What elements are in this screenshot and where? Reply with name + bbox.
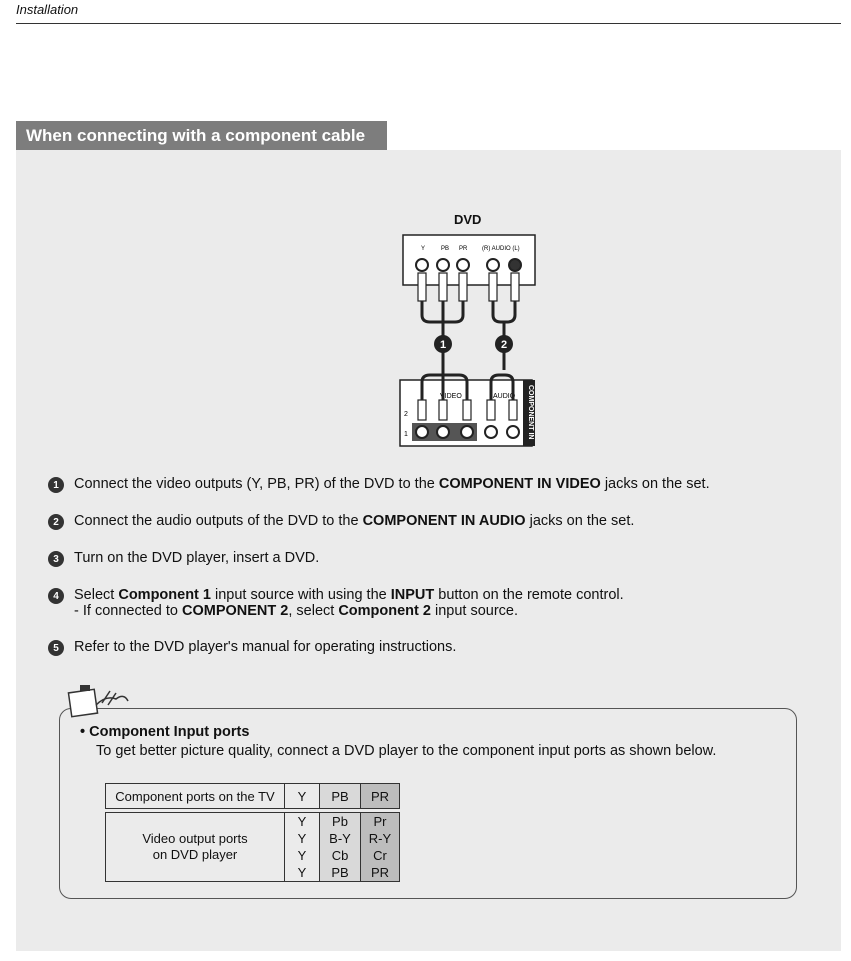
note-title: • Component Input ports — [80, 724, 250, 740]
table-cell: Y — [285, 864, 320, 882]
connection-diagram — [395, 210, 545, 450]
table-header-pr: PR — [361, 784, 400, 809]
dvd-port-label: PR — [459, 246, 468, 252]
cable-plug — [511, 273, 519, 301]
step-text: Turn on the DVD player, insert a DVD. — [74, 550, 320, 566]
tv-jack — [485, 426, 497, 438]
step-number: 3 — [48, 551, 64, 567]
dvd-jack — [457, 259, 469, 271]
header-rule — [16, 23, 841, 24]
step-text: Select Component 1 input source with using the INPUT button on the remote control. - If connected to COMPONENT 2, select Component 2 input source. — [74, 587, 624, 619]
step-item — [48, 550, 838, 567]
audio-cable — [493, 301, 515, 322]
cable-plug — [439, 273, 447, 301]
callout-label: 1 — [439, 339, 447, 351]
tv-plug — [487, 400, 495, 420]
step-number: 1 — [48, 477, 64, 493]
tv-jack — [507, 426, 519, 438]
table-row-label: Video output ports on DVD player — [106, 813, 285, 882]
step-text: Connect the audio outputs of the DVD to the COMPONENT IN AUDIO jacks on the set. — [74, 513, 635, 529]
dvd-port-label: PB — [441, 246, 450, 252]
tv-panel-label: COMPONENT IN — [527, 385, 534, 440]
step-item — [48, 639, 838, 656]
step-text: Refer to the DVD player's manual for operating instructions. — [74, 639, 457, 655]
dvd-port-label: Y — [421, 246, 426, 252]
dvd-jack — [487, 259, 499, 271]
table-cell: Cb — [320, 847, 361, 864]
table-cell: PB — [320, 864, 361, 882]
dvd-port-label: (R) AUDIO (L) — [482, 246, 520, 252]
table-cell: B-Y — [320, 830, 361, 847]
table-cell: Y — [285, 813, 320, 831]
tv-jack — [437, 426, 449, 438]
tv-row-label: 2 — [404, 411, 408, 418]
table-cell: PR — [361, 864, 400, 882]
table-cell: Pb — [320, 813, 361, 831]
step-text: Connect the video outputs (Y, PB, PR) of the DVD to the COMPONENT IN VIDEO jacks on the set. — [74, 476, 710, 492]
table-cell: Pr — [361, 813, 400, 831]
dvd-jack — [437, 259, 449, 271]
cable-plug — [418, 273, 426, 301]
tv-video-label: VIDEO — [440, 393, 462, 400]
tv-jack — [461, 426, 473, 438]
instruction-steps — [48, 476, 838, 676]
tv-plug — [439, 400, 447, 420]
step-number: 2 — [48, 514, 64, 530]
table-header-label: Component ports on the TV — [106, 784, 285, 809]
cable-plug — [489, 273, 497, 301]
cable-plug — [459, 273, 467, 301]
table-cell: R-Y — [361, 830, 400, 847]
page-header: Installation — [16, 2, 79, 17]
step-item — [48, 513, 838, 530]
tv-plug — [418, 400, 426, 420]
dvd-jack — [416, 259, 428, 271]
dvd-label: DVD — [454, 212, 482, 227]
table-header-y: Y — [285, 784, 320, 809]
note-icon — [66, 683, 132, 719]
step-number: 4 — [48, 588, 64, 604]
table-header-pb: PB — [320, 784, 361, 809]
table-cell: Cr — [361, 847, 400, 864]
tv-row-label: 1 — [404, 431, 408, 438]
table-cell: Y — [285, 847, 320, 864]
step-number: 5 — [48, 640, 64, 656]
note-text: To get better picture quality, connect a DVD player to the component input ports as shown below. — [96, 743, 717, 759]
ports-mapping-table — [105, 812, 400, 882]
tv-plug — [463, 400, 471, 420]
tv-audio-label: AUDIO — [493, 393, 516, 400]
section-title: When connecting with a component cable — [16, 121, 387, 150]
callout-label: 2 — [500, 339, 508, 351]
dvd-jack — [509, 259, 521, 271]
table-cell: Y — [285, 830, 320, 847]
step-item — [48, 587, 838, 619]
tv-plug — [509, 400, 517, 420]
step-item — [48, 476, 838, 493]
tv-jack — [416, 426, 428, 438]
ports-header-table — [105, 783, 400, 809]
